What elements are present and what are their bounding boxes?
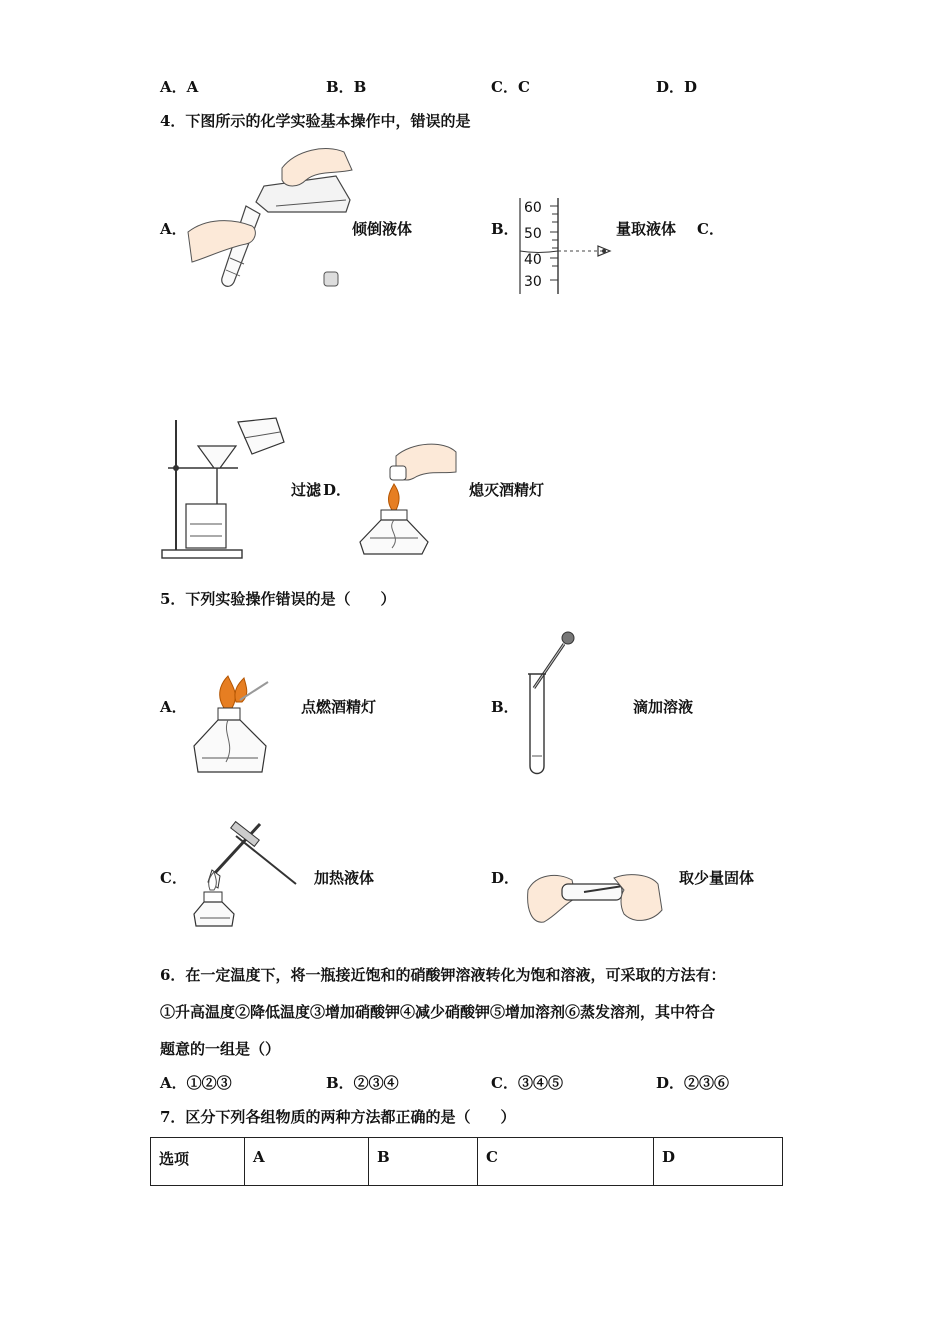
q4-c-letter: C． xyxy=(697,220,724,238)
q5-stem: 5．下列实验操作错误的是（ ） xyxy=(160,590,396,608)
cylinder-tick-60: 60 xyxy=(524,200,542,216)
q6-line1: 6．在一定温度下，将一瓶接近饱和的硝酸钾溶液转化为饱和溶液，可采取的方法有： xyxy=(160,966,726,984)
q3-option-c: C．C xyxy=(491,78,530,96)
pouring-liquid-figure xyxy=(186,140,354,290)
q5-b-letter: B． xyxy=(491,698,519,716)
q7-stem: 7．区分下列各组物质的两种方法都正确的是（ ） xyxy=(160,1108,516,1126)
q4-d-caption: 熄灭酒精灯 xyxy=(469,481,545,499)
header-cell-b: B xyxy=(369,1138,478,1186)
q6-option-d: D．②③⑥ xyxy=(656,1074,730,1092)
q4-b-caption: 量取液体 xyxy=(616,220,677,238)
q5-d-caption: 取少量固体 xyxy=(679,869,755,887)
header-cell-d: D xyxy=(654,1138,783,1186)
q6-line3: 题意的一组是（） xyxy=(160,1040,281,1058)
cylinder-tick-40: 40 xyxy=(524,252,542,268)
q5-a-caption: 点燃酒精灯 xyxy=(301,698,377,716)
q4-a-letter: A． xyxy=(160,220,187,238)
q4-b-letter: B． xyxy=(491,220,519,238)
q7-table xyxy=(150,1137,783,1186)
lighting-lamp-figure xyxy=(188,672,272,780)
q3-option-d: D．D xyxy=(656,78,698,96)
dropper-figure xyxy=(524,628,582,778)
q3-option-a: A．A xyxy=(160,78,199,96)
header-cell-a: A xyxy=(245,1138,369,1186)
q5-b-caption: 滴加溶液 xyxy=(633,698,694,716)
extinguish-lamp-figure xyxy=(356,438,460,558)
q4-a-caption: 倾倒液体 xyxy=(352,220,413,238)
heating-liquid-figure xyxy=(190,816,300,928)
q3-option-b: B．B xyxy=(326,78,367,96)
q6-option-a: A．①②③ xyxy=(160,1074,232,1092)
q5-c-caption: 加热液体 xyxy=(314,869,375,887)
q4-stem: 4．下图所示的化学实验基本操作中，错误的是 xyxy=(160,112,471,130)
q6-line2: ①升高温度②降低温度③增加硝酸钾④减少硝酸钾⑤增加溶剂⑥蒸发溶剂，其中符合 xyxy=(160,1003,716,1021)
q5-a-letter: A． xyxy=(160,698,187,716)
header-cell-option: 选项 xyxy=(151,1138,245,1186)
q4-d-letter: D． xyxy=(323,481,352,499)
q6-option-c: C．③④⑤ xyxy=(491,1074,563,1092)
cylinder-tick-50: 50 xyxy=(524,226,542,242)
filtration-figure xyxy=(160,412,290,562)
table-row xyxy=(151,1138,783,1186)
q5-d-letter: D． xyxy=(491,869,520,887)
cylinder-tick-30: 30 xyxy=(524,274,542,290)
header-cell-c: C xyxy=(478,1138,654,1186)
taking-solid-figure xyxy=(524,870,664,928)
q5-c-letter: C． xyxy=(160,869,187,887)
q6-option-b: B．②③④ xyxy=(326,1074,399,1092)
q4-c-caption: 过滤 xyxy=(291,481,322,499)
